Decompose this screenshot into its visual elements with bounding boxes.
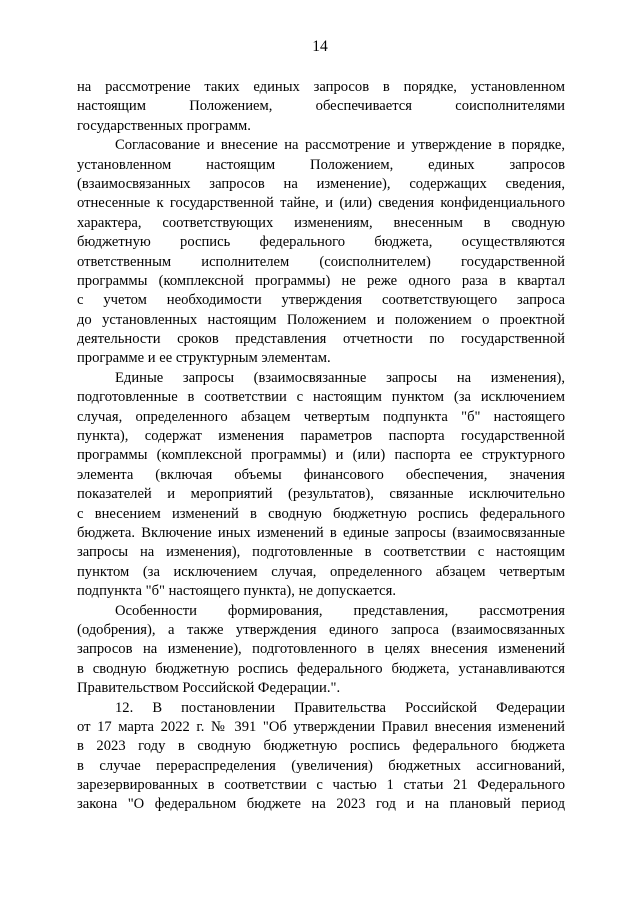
text-line: государственных программ. [77, 117, 251, 134]
text-line: пунктом (за исключением случая, определенного абзацем четвертым [77, 563, 565, 580]
text-line: элемента (включая объемы финансового обеспечения, значения [77, 466, 565, 483]
text-line: настоящим Положением, обеспечивается соисполнителями [77, 98, 565, 115]
text-line: до установленных настоящим Положением и положением о проектной [77, 311, 565, 328]
text-line: подпункта "б" настоящего пункта), не допускается. [77, 583, 397, 600]
text-line: (одобрения), а также утверждения единого запроса (взаимосвязанных [77, 621, 565, 638]
text-line: зарезервированных в соответствии с частью 1 статьи 21 Федерального [77, 777, 565, 794]
text-line: 12. В постановлении Правительства Российской Федерации [115, 699, 565, 716]
text-line: Согласование и внесение на рассмотрение и утверждение в порядке, [115, 137, 565, 154]
text-line: на рассмотрение таких единых запросов в порядке, установленном [77, 79, 565, 95]
text-line: с учетом необходимости утверждения соответствующего запроса [77, 292, 565, 309]
text-line: ответственным исполнителем (соисполнителем) государственной [77, 253, 565, 270]
page-number: 14 [312, 38, 328, 55]
text-line: в 2023 году в сводную бюджетную роспись федерального бюджета [77, 738, 565, 755]
text-line: (взаимосвязанных запросов на изменение), содержащих сведения, [77, 175, 565, 192]
text-line: программе и ее структурным элементам. [77, 350, 331, 367]
text-line: показателей и мероприятий (результатов), связанные исключительно [77, 486, 565, 503]
text-line: установленном настоящим Положением, единых запросов [77, 156, 565, 173]
text-line: запросы на изменения), подготовленные в соответствии с настоящим [77, 544, 565, 561]
text-line: Особенности формирования, представления, рассмотрения [115, 602, 565, 619]
text-line: бюджетную роспись федерального бюджета, осуществляются [77, 234, 565, 251]
document-body [77, 78, 565, 815]
text-line: с внесением изменений в сводную бюджетную роспись федерального [77, 505, 565, 522]
text-line: в сводную бюджетную роспись федерального бюджета, устанавливаются [77, 660, 565, 677]
text-line: программы (комплексной программы) и (или) паспорта ее структурного [77, 447, 565, 464]
text-line: программы (комплексной программы) не реже одного раза в квартал [77, 272, 565, 289]
text-line: отнесенные к государственной тайне, и (или) сведения конфиденциального [77, 195, 565, 212]
text-line: бюджета. Включение иных изменений в единые запросы (взаимосвязанные [77, 524, 565, 541]
text-line: пункта), содержат изменения параметров паспорта государственной [77, 428, 565, 445]
text-line: подготовленные в соответствии с настоящим пунктом (за исключением [77, 389, 565, 406]
text-line: деятельности сроков представления отчетности по государственной [77, 331, 565, 348]
text-line: закона "О федеральном бюджете на 2023 год и на плановый период [77, 796, 565, 813]
text-line: в случае перераспределения (увеличения) бюджетных ассигнований, [77, 757, 565, 774]
text-line: от 17 марта 2022 г. № 391 "Об утверждении Правил внесения изменений [77, 718, 565, 735]
text-line: запросов на изменение), подготовленного в целях внесения изменений [77, 641, 565, 658]
text-line: Правительством Российской Федерации.". [77, 680, 341, 697]
text-line: случая, определенного абзацем четвертым подпункта "б" настоящего [77, 408, 565, 425]
text-line: характера, соответствующих изменениям, внесенным в сводную [77, 214, 565, 231]
text-line: Единые запросы (взаимосвязанные запросы на изменения), [115, 369, 565, 386]
